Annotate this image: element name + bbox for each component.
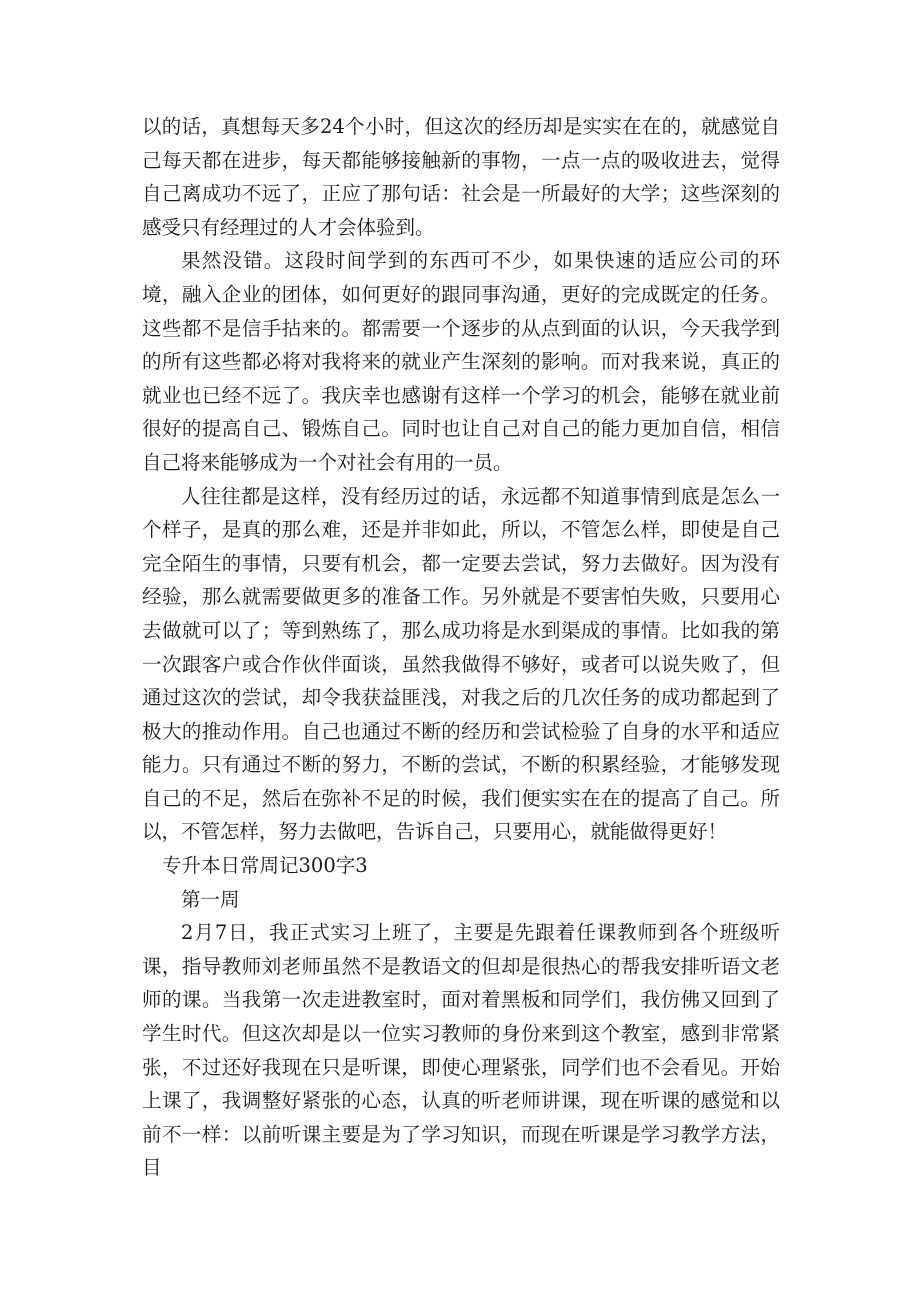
paragraph-experience: 人往往都是这样，没有经历过的话，永远都不知道事情到底是怎么一个样子，是真的那么难，还是并非如此，所以，不管怎么样，即使是自己完全陌生的事情，只要有机会，都一定要去尝试，努力去做好。因为没有经验，那么就需要做更多的准备工作。另外就是不要害怕失败，只要用心去做就可以了；等到熟练了，那么成功将是水到渠成的事情。比如我的第一次跟客户或合作伙伴面谈，虽然我做得不够好，或者可以说失败了，但通过这次的尝试，却令我获益匪浅，对我之后的几次任务的成功都起到了极大的推动作用。自己也通过不断的经历和尝试检验了自身的水平和适应能力。只有通过不断的努力，不断的尝试，不断的积累经验，才能够发现自己的不足，然后在弥补不足的时候，我们便实实在在的提高了自己。所以，不管怎样，努力去做吧，告诉自己，只要用心，就能做得更好！: [142, 484, 780, 844]
paragraph-continuation: 以的话，真想每天多24个小时，但这次的经历却是实实在在的，就感觉自己每天都在进步，每天都能够接触新的事物，一点一点的吸收进去，觉得自己离成功不远了，正应了那句话：社会是一所最好的大学；这些深刻的感受只有经理过的人才会体验到。: [142, 115, 780, 239]
document-body: [142, 110, 780, 1185]
week-label: 第一周: [181, 887, 240, 911]
paragraph-internship: 2月7日，我正式实习上班了，主要是先跟着任课教师到各个班级听课，指导教师刘老师虽然不是教语文的但却是很热心的帮我安排听语文老师的课。当我第一次走进教室时，面对着黑板和同学们，我仿佛又回到了学生时代。但这次却是以一位实习教师的身份来到这个教室，感到非常紧张，不过还好我现在只是听课，即使心理紧张，同学们也不会看见。开始上课了，我调整好紧张的心态，认真的听老师讲课，现在听课的感觉和以前不一样：以前听课主要是为了学习知识，而现在听课是学习教学方法，目: [142, 921, 780, 1180]
section-title: 专升本日常周记300字3: [162, 854, 368, 878]
paragraph-adapting: 果然没错。这段时间学到的东西可不少，如果快速的适应公司的环境，融入企业的团体，如何更好的跟同事沟通，更好的完成既定的任务。这些都不是信手拈来的。都需要一个逐步的从点到面的认识，今天我学到的所有这些都必将对我将来的就业产生深刻的影响。而对我来说，真正的就业也已经不远了。我庆幸也感谢有这样一个学习的机会，能够在就业前很好的提高自己、锻炼自己。同时也让自己对自己的能力更加自信，相信自己将来能够成为一个对社会有用的一员。: [142, 249, 780, 474]
